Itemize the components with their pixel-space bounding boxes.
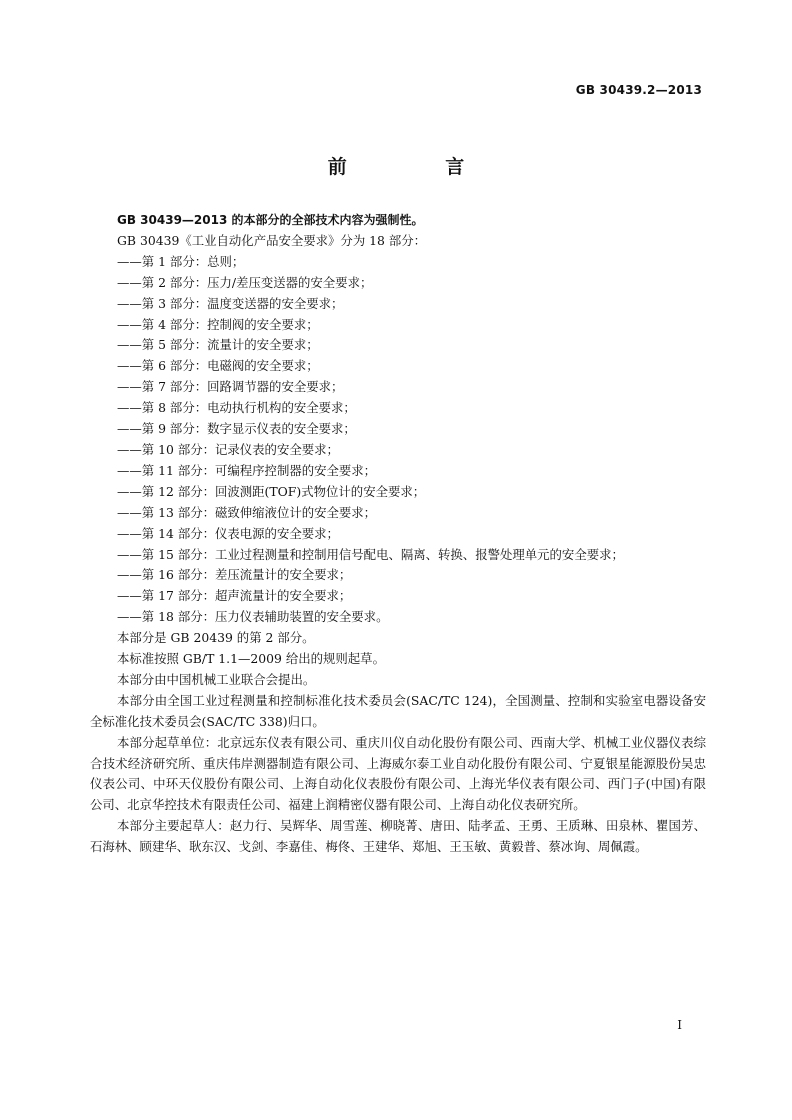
list-item: ——第 9 部分：数字显示仪表的安全要求； bbox=[117, 421, 356, 437]
this-part-statement: 本部分是 GB 20439 的第 2 部分。 bbox=[117, 630, 315, 646]
mandatory-statement: GB 30439—2013 的本部分的全部技术内容为强制性。 bbox=[117, 213, 424, 227]
list-item: ——第 1 部分：总则； bbox=[117, 253, 245, 269]
page-title: 前 言 bbox=[327, 156, 511, 178]
list-item: ——第 16 部分：差压流量计的安全要求； bbox=[117, 567, 352, 583]
parts-list bbox=[90, 252, 706, 628]
division-statement: GB 30439《工业自动化产品安全要求》分为 18 部分： bbox=[117, 232, 427, 248]
drafting-rules-statement: 本标准按照 GB/T 1.1—2009 给出的规则起草。 bbox=[117, 651, 385, 667]
list-item: ——第 18 部分：压力仪表辅助装置的安全要求。 bbox=[117, 609, 389, 625]
list-item: ——第 6 部分：电磁阀的安全要求； bbox=[117, 358, 319, 374]
list-item: ——第 15 部分：工业过程测量和控制用信号配电、隔离、转换、报警处理单元的安全要求； bbox=[117, 546, 624, 562]
list-item: ——第 13 部分：磁致伸缩液位计的安全要求； bbox=[117, 504, 377, 520]
centralized-by-statement: 本部分由全国工业过程测量和控制标准化技术委员会(SAC/TC 124)，全国测量、控制和实验室电器设备安全标准化技术委员会(SAC/TC 338)归口。 bbox=[90, 692, 706, 729]
list-item: ——第 8 部分：电动执行机构的安全要求； bbox=[117, 400, 356, 416]
list-item: ——第 7 部分：回路调节器的安全要求； bbox=[117, 379, 344, 395]
drafters-statement: 本部分主要起草人：赵力行、吴辉华、周雪莲、柳晓菁、唐田、陆孝孟、王勇、王质琳、田泉林、瞿国芳、石海林、顾建华、耿东汉、戈剑、李嘉佳、梅佟、王建华、郑旭、王玉敏、黄毅普、蔡冰询、周佩霞。 bbox=[90, 818, 706, 855]
list-item: ——第 11 部分：可编程序控制器的安全要求； bbox=[117, 462, 377, 478]
list-item: ——第 2 部分：压力/差压变送器的安全要求； bbox=[117, 274, 373, 290]
foreword-body bbox=[90, 210, 706, 858]
list-item: ——第 4 部分：控制阀的安全要求； bbox=[117, 316, 319, 332]
drafting-units-statement: 本部分起草单位：北京远东仪表有限公司、重庆川仪自动化股份有限公司、西南大学、机械工业仪器仪表综合技术经济研究所、重庆伟岸测器制造有限公司、上海威尔泰工业自动化股份有限公司、宁夏银星能源股份吴忠仪表公司、中环天仪股份有限公司、上海自动化仪表股份有限公司、上海光华仪表有限公司、西门子(中国)有限公司、北京华控技术有限责任公司、福建上润精密仪器有限公司、上海自动化仪表研究所。 bbox=[90, 734, 706, 813]
list-item: ——第 14 部分：仪表电源的安全要求； bbox=[117, 525, 339, 541]
list-item: ——第 12 部分：回波测距(TOF)式物位计的安全要求； bbox=[117, 483, 426, 499]
page-number: I bbox=[677, 1018, 682, 1032]
list-item: ——第 17 部分：超声流量计的安全要求； bbox=[117, 588, 352, 604]
standard-number: GB 30439.2—2013 bbox=[575, 83, 702, 97]
list-item: ——第 3 部分：温度变送器的安全要求； bbox=[117, 295, 344, 311]
list-item: ——第 10 部分：记录仪表的安全要求； bbox=[117, 441, 339, 457]
proposed-by-statement: 本部分由中国机械工业联合会提出。 bbox=[117, 671, 316, 687]
list-item: ——第 5 部分：流量计的安全要求； bbox=[117, 337, 319, 353]
